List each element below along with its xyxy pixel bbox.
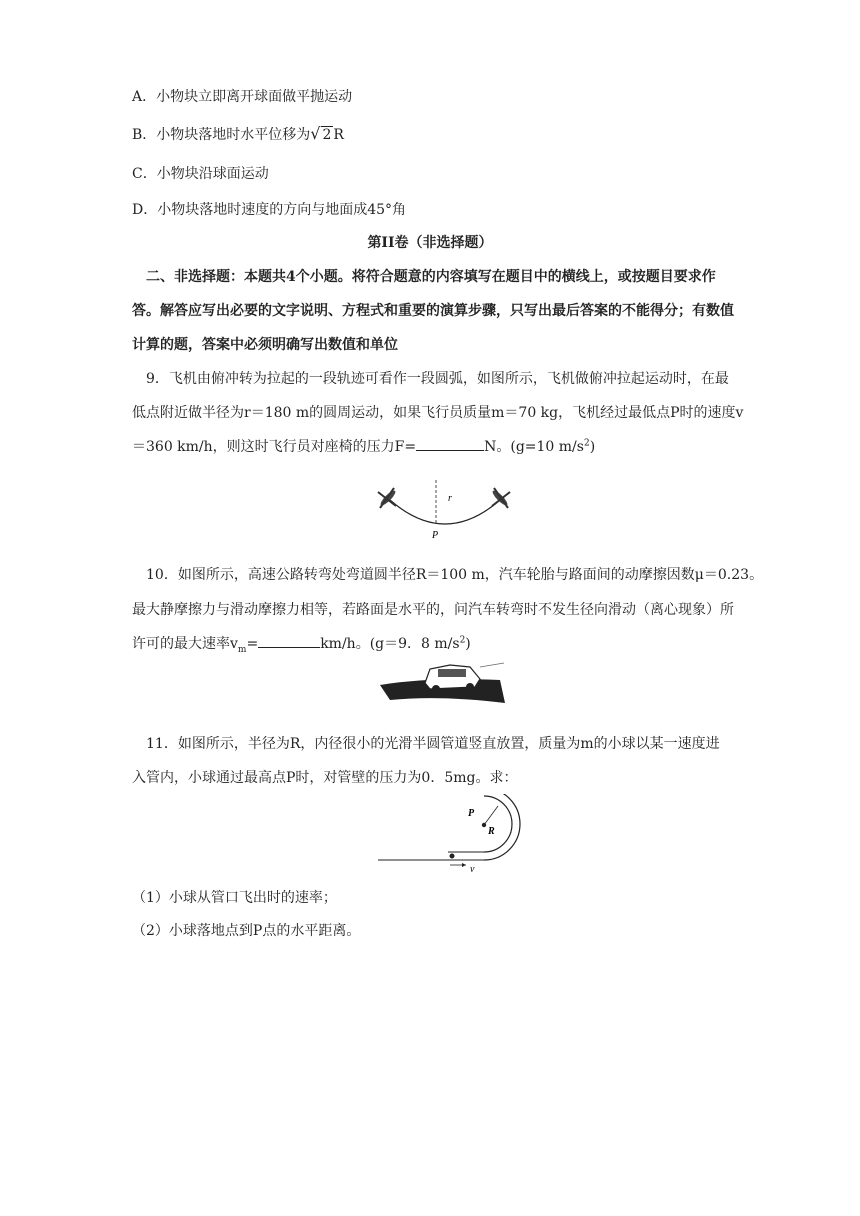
car-wheel-icon [466,683,474,691]
q11-tube-figure [378,794,538,876]
q10-line-2: 最大静摩擦力与滑动摩擦力相等，若路面是水平的，问汽车转弯时不发生径向滑动（离心现象）所 [132,602,734,618]
section-title: 第II卷（非选择题） [367,235,493,251]
q11-line-2: 入管内，小球通过最高点P时，对管壁的压力为0．5mg。求： [132,770,518,786]
option-a: A．小物块立即离开球面做平抛运动 [132,89,353,105]
instruction-line-1: 二、非选择题：本题共4个小题。将符合题意的内容填写在题目中的横线上，或按题目要求作 [146,269,716,285]
instruction-line-3: 计算的题，答案中必须明确写出数值和单位 [132,337,398,353]
q10-line-1: 10．如图所示，高速公路转弯处弯道圆半径R＝100 m，汽车轮胎与路面间的动摩擦因数μ＝0.23。 [146,567,764,583]
radius-line [484,806,498,825]
q10-line-3-end: ) [465,636,471,652]
option-c: C．小物块沿球面运动 [132,166,269,182]
q9-airplane-figure [370,478,520,542]
q11-sub-1: （1）小球从管口飞出时的速率； [132,890,337,906]
q11-label-r: R [488,826,495,837]
option-b-unit: R [333,127,344,143]
instruction-line-2: 答。解答应写出必要的文字说明、方程式和重要的演算步骤，只写出最后答案的不能得分；有数值 [132,303,734,319]
q9-line-3-text: ＝360 km/h，则这时飞行员对座椅的压力F= [132,439,417,455]
tube-inner-arc [484,796,512,852]
option-b [132,124,344,144]
q9-line-2: 低点附近做半径为r＝180 m的圆周运动，如果飞行员质量m＝70 kg，飞机经过最低点P时的速度v [132,405,744,421]
q10-car-figure [380,655,505,705]
q9-line-3 [132,436,762,456]
q11-sub-2: （2）小球落地点到P点的水平距离。 [132,923,361,939]
q10-line-3 [132,633,762,655]
q9-label-r: r [448,493,452,504]
airplane-left-icon [378,488,397,508]
q9-exponent: 2 [583,438,590,449]
q11-line-1: 11．如图所示，半径为R，内径很小的光滑半圆管道竖直放置，质量为m的小球以某一速度进 [146,736,720,752]
q9-label-p: P [432,530,439,541]
q9-line-3-end: ) [589,439,596,455]
q11-label-v: v [470,864,475,875]
car-wheel-icon [432,685,440,693]
sqrt-argument: 2 [322,127,332,143]
q11-label-p: P [468,808,475,819]
q10-line-3-text: 许可的最大速率v [132,636,238,652]
q9-arc [390,500,500,524]
option-b-text: B．小物块落地时水平位移为 [132,127,311,143]
ball-icon [450,854,455,859]
q10-subscript: m [237,644,247,655]
q9-line-1: 9．飞机由俯冲转为拉起的一段轨迹可看作一段圆弧，如图所示，飞机做俯冲拉起运动时，在最 [146,371,729,387]
q9-line-3-unit: N。(g=10 m/s [484,439,584,455]
car-window-icon [438,669,466,677]
option-d: D．小物块落地时速度的方向与地面成45°角 [132,202,407,218]
road-edge-line [480,663,504,667]
q10-answer-blank[interactable] [258,633,320,648]
q10-equals: = [246,636,259,652]
velocity-arrowhead-icon [462,863,466,867]
sqrt-symbol: √ 2 [310,124,332,143]
airplane-right-icon [491,488,510,508]
q10-exponent: 2 [459,635,466,646]
q10-line-3-unit: km/h。(g＝9．8 m/s [320,636,460,652]
q9-answer-blank[interactable] [416,436,484,451]
